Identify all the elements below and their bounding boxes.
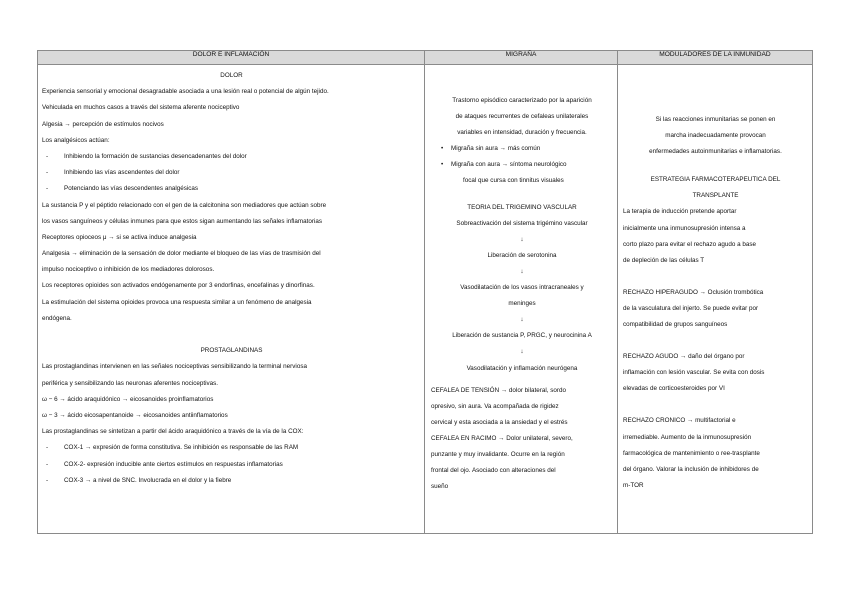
text-line: de la vasculatura del injerto. Se puede evitar por: [623, 304, 759, 312]
chain-line: Vasodilatación de los vasos intracraneales y: [460, 284, 584, 292]
text-line: Las prostaglandinas intervienen en las señales nociceptivas sensibilizando la terminal nerviosa: [42, 363, 307, 371]
header-migrana: MIGRAÑA: [425, 51, 618, 65]
inmunidad-cell: [618, 65, 813, 534]
text-line: Experiencia sensorial y emocional desagradable asociada a una lesión real o potencial de algún tejido.: [42, 88, 329, 96]
section-title: TRANSPLANTE: [692, 192, 739, 200]
text-line: La sustancia P y el péptido relacionado con el gen de la calcitonina son mediadores que actúan sobre: [42, 201, 327, 209]
text-line: variables en intensidad, duración y frecuencia.: [457, 129, 587, 137]
bullet-item: - Potenciando las vías descendentes analgésicas: [42, 181, 421, 197]
header-dolor: DOLOR E INFLAMACIÓN: [38, 51, 425, 65]
text-line: m-TOR: [623, 481, 644, 489]
text-line: inflamación con lesión vascular. Se evita con dosis: [623, 369, 765, 377]
text-line: Receptores opioceos μ → si se activa induce analgesia: [42, 233, 197, 241]
text-line: del órgano. Valorar la inclusión de inhibidores de: [623, 465, 759, 473]
document-page: [37, 50, 811, 532]
prostaglandinas-title: PROSTAGLANDINAS: [200, 347, 263, 355]
chain-line: ↓: [520, 235, 524, 243]
bullet-item: • Migraña con aura → síntoma neurológico: [431, 157, 613, 173]
text-line: corto plazo para evitar el rechazo agudo a base: [623, 240, 757, 248]
text-line: impulso nociceptivo o inhibición de los mediadores dolorosos.: [42, 266, 215, 274]
text-line: La terapia de inducción pretende aportar: [623, 208, 737, 216]
text-line: de depleción de las células T: [623, 256, 705, 264]
chain-line: meninges: [508, 300, 536, 308]
text-line: Algesia → percepción de estímulos nocivos: [42, 120, 164, 128]
notes-table: [37, 50, 813, 534]
chain-line: ↓: [520, 267, 524, 275]
text-line: Trastorno episódico caracterizado por la aparición: [452, 97, 592, 104]
text-line: inicialmente una inmunosupresión intensa a: [623, 224, 746, 232]
dolor-title: DOLOR: [220, 72, 243, 79]
chain-line: Vasodilatación y inflamación neurógena: [466, 364, 578, 372]
text-line: Analgesia → eliminación de la sensación de dolor mediante el bloqueo de las vías de trasmisión del: [42, 250, 321, 258]
text-line: endógena.: [42, 314, 72, 322]
bullet-item: - COX-2- expresión inducible ante ciertos estímulos en respuestas inflamatorias: [42, 457, 421, 473]
bullet-item: - COX-1 → expresión de forma constitutiva. Se inhibición es responsable de las RAM: [42, 440, 421, 456]
bullet-continuation: focal que cursa con tinnitus visuales: [463, 177, 564, 185]
text-line: sueño: [431, 483, 449, 491]
text-line: enfermedades autoinmunitarias e inflamatorias.: [649, 148, 782, 156]
bullet-item: - COX-3 → a nivel de SNC. Involucrada en el dolor y la fiebre: [42, 473, 421, 489]
text-line: La estimulación del sistema opioides provoca una respuesta similar a un fenómeno de analgesia: [42, 298, 312, 306]
text-line: cervical y esta asociada a la ansiedad y el estrés: [431, 418, 568, 426]
bullet-item: - Inhibiendo la formación de sustancias desencadenantes del dolor: [42, 149, 421, 165]
dolor-cell: [38, 65, 425, 534]
text-line: ω − 3 → ácido eicosapentanoide → eicosanoides antiinflamatorios: [42, 411, 228, 419]
text-line: RECHAZO AGUDO → daño del órgano por: [623, 353, 745, 361]
text-line: los vasos sanguíneos y células inmunes para que estos sigan aumentando las señales inflamatorias: [42, 217, 323, 225]
text-line: RECHAZO HIPERAGUDO → Oclusión trombótica: [623, 288, 764, 296]
text-line: elevadas de corticoesteroides por VI: [623, 385, 725, 393]
chain-line: Liberación de serotonina: [487, 251, 557, 259]
text-line: Si las reacciones inmunitarias se ponen en: [655, 116, 776, 123]
text-line: Los analgésicos actúan:: [42, 136, 110, 144]
text-line: compatibilidad de grupos sanguíneos: [623, 321, 728, 329]
text-line: farmacológica de mantenimiento o ree-trasplante: [623, 449, 760, 457]
body-row: [38, 65, 813, 534]
migrana-cell: [425, 65, 618, 534]
text-line: Los receptores opioides son activados endógenamente por 3 endorfinas, encefalinas y dinorfinas.: [42, 282, 315, 290]
text-line: de ataques recurrentes de cefaleas unilaterales: [455, 113, 589, 121]
chain-line: Sobreactivación del sistema trigémino vascular: [456, 219, 588, 227]
header-inmunidad: MODULADORES DE LA INMUNIDAD: [618, 51, 813, 65]
text-line: ω − 6 → ácido araquidónico → eicosanoides proinflamatorios: [42, 395, 214, 403]
chain-line: Liberación de sustancia P, PRGC, y neurocinina A: [452, 332, 592, 340]
header-row: [38, 51, 813, 65]
section-title: ESTRATEGIA FARMACOTERAPEUTICA DEL: [650, 176, 781, 184]
teoria-title: TEORIA DEL TRIGEMINO VASCULAR: [467, 203, 577, 211]
chain-line: ↓: [520, 348, 524, 356]
text-line: frontal del ojo. Asociado con alteraciones del: [431, 467, 556, 475]
text-line: opresivo, sin aura. Va acompañada de rigidez: [431, 402, 559, 410]
text-line: punzante y muy invalidante. Ocurre en la región: [431, 450, 565, 458]
text-line: CEFALEA DE TENSIÓN → dolor bilateral, sordo: [431, 386, 566, 394]
text-line: Vehiculada en muchos casos a través del sistema aferente nociceptivo: [42, 104, 240, 112]
text-line: Las prostaglandinas se sintetizan a partir del ácido araquidónico a través de la vía de la COX:: [42, 428, 304, 436]
chain-line: ↓: [520, 316, 524, 324]
text-line: marcha inadecuadamente provocan: [665, 132, 766, 140]
text-line: CEFALEA EN RACIMO → Dolor unilateral, severo,: [431, 434, 573, 442]
bullet-item: • Migraña sin aura → más común: [431, 141, 613, 157]
bullet-item: - Inhibiendo las vías ascendentes del dolor: [42, 165, 421, 181]
text-line: RECHAZO CRONICO → multifactorial e: [623, 417, 736, 425]
text-line: periférica y sensibilizando las neuronas aferentes nociceptivas.: [42, 379, 219, 387]
text-line: irremediable. Aumento de la inmunosupresión: [623, 433, 752, 441]
